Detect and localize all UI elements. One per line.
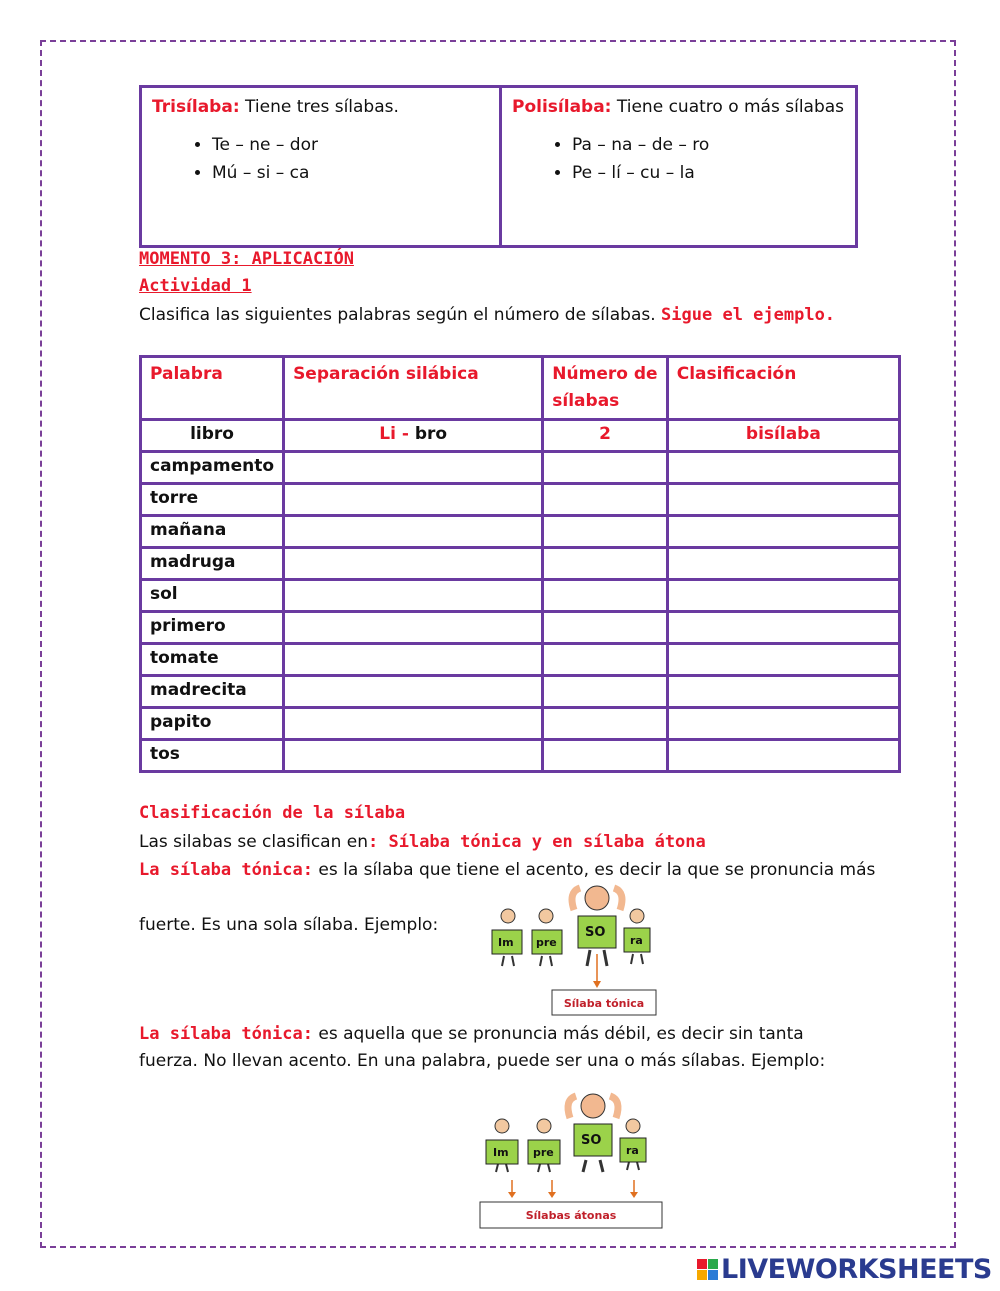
intro-highlight: : Sílaba tónica y en sílaba átona	[368, 832, 706, 852]
classification-input[interactable]	[667, 580, 899, 612]
classification-input[interactable]	[667, 452, 899, 484]
intro-text: Las silabas se clasifican en	[139, 832, 369, 852]
table-row	[141, 612, 900, 644]
classification-input[interactable]	[667, 612, 899, 644]
count-input[interactable]	[543, 740, 667, 772]
header-numero: Número de sílabas	[543, 357, 667, 420]
table-row	[141, 516, 900, 548]
polisilaba-cell	[502, 88, 855, 245]
example-sep-red: Li -	[379, 424, 409, 444]
separation-input[interactable]	[284, 484, 543, 516]
separation-input[interactable]	[284, 612, 543, 644]
atona-text: es aquella que se pronuncia más débil, es decir sin tanta	[313, 1024, 804, 1044]
syllable-table	[139, 355, 901, 773]
momento-title: MOMENTO 3: APLICACIÓN	[139, 249, 354, 269]
header-separacion: Separación silábica	[284, 357, 543, 420]
illustration-tonica	[482, 880, 672, 1020]
clasificacion-intro	[139, 829, 706, 856]
list-item: • Te – ne – dor	[212, 131, 489, 159]
trisilaba-desc: Tiene tres sílabas.	[239, 97, 399, 117]
table-row	[141, 676, 900, 708]
tonica-text-2: fuerte. Es una sola sílaba. Ejemplo:	[139, 915, 439, 935]
word-cell: madrecita	[141, 676, 284, 708]
table-row	[141, 740, 900, 772]
table-row	[141, 484, 900, 516]
word-cell: torre	[141, 484, 284, 516]
separation-input[interactable]	[284, 452, 543, 484]
separation-input[interactable]	[284, 580, 543, 612]
atona-paragraph	[139, 1021, 879, 1048]
logo-tile	[697, 1270, 707, 1280]
syllable-text: SO	[581, 1133, 602, 1148]
separation-input[interactable]	[284, 740, 543, 772]
polisilaba-examples	[512, 131, 845, 187]
instruction	[139, 302, 835, 329]
syllable-text: pre	[536, 936, 557, 949]
classification-input[interactable]	[667, 740, 899, 772]
count-input[interactable]	[543, 484, 667, 516]
word-cell: tomate	[141, 644, 284, 676]
instruction-text: Clasifica las siguientes palabras según el número de sílabas.	[139, 305, 656, 325]
word-cell: madruga	[141, 548, 284, 580]
separation-input[interactable]	[284, 708, 543, 740]
example-separation	[284, 420, 543, 452]
example-count: 2	[543, 420, 667, 452]
trisilaba-label: Trisílaba:	[152, 97, 240, 117]
clasificacion-title: Clasificación de la sílaba	[139, 803, 406, 823]
classification-input[interactable]	[667, 676, 899, 708]
classification-input[interactable]	[667, 484, 899, 516]
syllable-text: SO	[585, 925, 606, 940]
syllable-text: Im	[498, 936, 514, 949]
count-input[interactable]	[543, 452, 667, 484]
arrow-head-icon	[508, 1192, 516, 1198]
word-cell: sol	[141, 580, 284, 612]
table-row	[141, 452, 900, 484]
arrow-head-icon	[593, 981, 601, 988]
polisilaba-desc: Tiene cuatro o más sílabas	[611, 97, 845, 117]
syllable-text: Im	[493, 1146, 509, 1159]
count-input[interactable]	[543, 708, 667, 740]
logo-tile	[697, 1259, 707, 1269]
logo-text: LIVEWORKSHEETS	[721, 1254, 992, 1285]
syllable-text: ra	[626, 1144, 639, 1157]
word-cell: campamento	[141, 452, 284, 484]
word-cell: tos	[141, 740, 284, 772]
trisilaba-cell	[142, 88, 502, 245]
word-cell: mañana	[141, 516, 284, 548]
table-row	[141, 580, 900, 612]
logo-tile	[708, 1270, 718, 1280]
separation-input[interactable]	[284, 676, 543, 708]
table-row	[141, 644, 900, 676]
tonica-label: La sílaba tónica:	[139, 860, 313, 880]
list-item: • Mú – si – ca	[212, 159, 489, 187]
trisilaba-examples	[152, 131, 489, 187]
syllable-text: pre	[533, 1146, 554, 1159]
logo-tiles-icon	[697, 1259, 718, 1280]
polisilaba-label: Polisílaba:	[512, 97, 612, 117]
activity-title: Actividad 1	[139, 276, 252, 296]
list-item: • Pe – lí – cu – la	[572, 159, 845, 187]
table-row	[141, 548, 900, 580]
separation-input[interactable]	[284, 644, 543, 676]
logo-tile	[708, 1259, 718, 1269]
atona-text-2: fuerza. No llevan acento. En una palabra, puede ser una o más sílabas. Ejemplo:	[139, 1051, 826, 1071]
illustration-atonas	[478, 1088, 668, 1231]
caption-text: Sílabas átonas	[525, 1209, 617, 1222]
liveworksheets-logo[interactable]	[697, 1254, 992, 1285]
tonica-text: es la sílaba que tiene el acento, es decir la que se pronuncia más	[313, 860, 876, 880]
count-input[interactable]	[543, 644, 667, 676]
example-row	[141, 420, 900, 452]
arrow-head-icon	[630, 1192, 638, 1198]
header-palabra: Palabra	[141, 357, 284, 420]
instruction-highlight: Sigue el ejemplo.	[661, 305, 836, 325]
header-clasificacion: Clasificación	[667, 357, 899, 420]
word-cell: papito	[141, 708, 284, 740]
classification-input[interactable]	[667, 644, 899, 676]
count-input[interactable]	[543, 580, 667, 612]
example-class: bisílaba	[667, 420, 899, 452]
count-input[interactable]	[543, 548, 667, 580]
atona-label: La sílaba tónica:	[139, 1024, 313, 1044]
syllable-text: ra	[630, 934, 643, 947]
example-word: libro	[141, 420, 284, 452]
arrow-head-icon	[548, 1192, 556, 1198]
word-cell: primero	[141, 612, 284, 644]
count-input[interactable]	[543, 676, 667, 708]
separation-input[interactable]	[284, 548, 543, 580]
table-row	[141, 708, 900, 740]
classification-input[interactable]	[667, 708, 899, 740]
example-sep-black: bro	[414, 424, 448, 444]
separation-input[interactable]	[284, 516, 543, 548]
definitions-box	[139, 85, 858, 248]
count-input[interactable]	[543, 612, 667, 644]
classification-input[interactable]	[667, 548, 899, 580]
caption-text: Sílaba tónica	[563, 997, 645, 1010]
list-item: • Pa – na – de – ro	[572, 131, 845, 159]
classification-input[interactable]	[667, 516, 899, 548]
table-header-row	[141, 357, 900, 420]
count-input[interactable]	[543, 516, 667, 548]
